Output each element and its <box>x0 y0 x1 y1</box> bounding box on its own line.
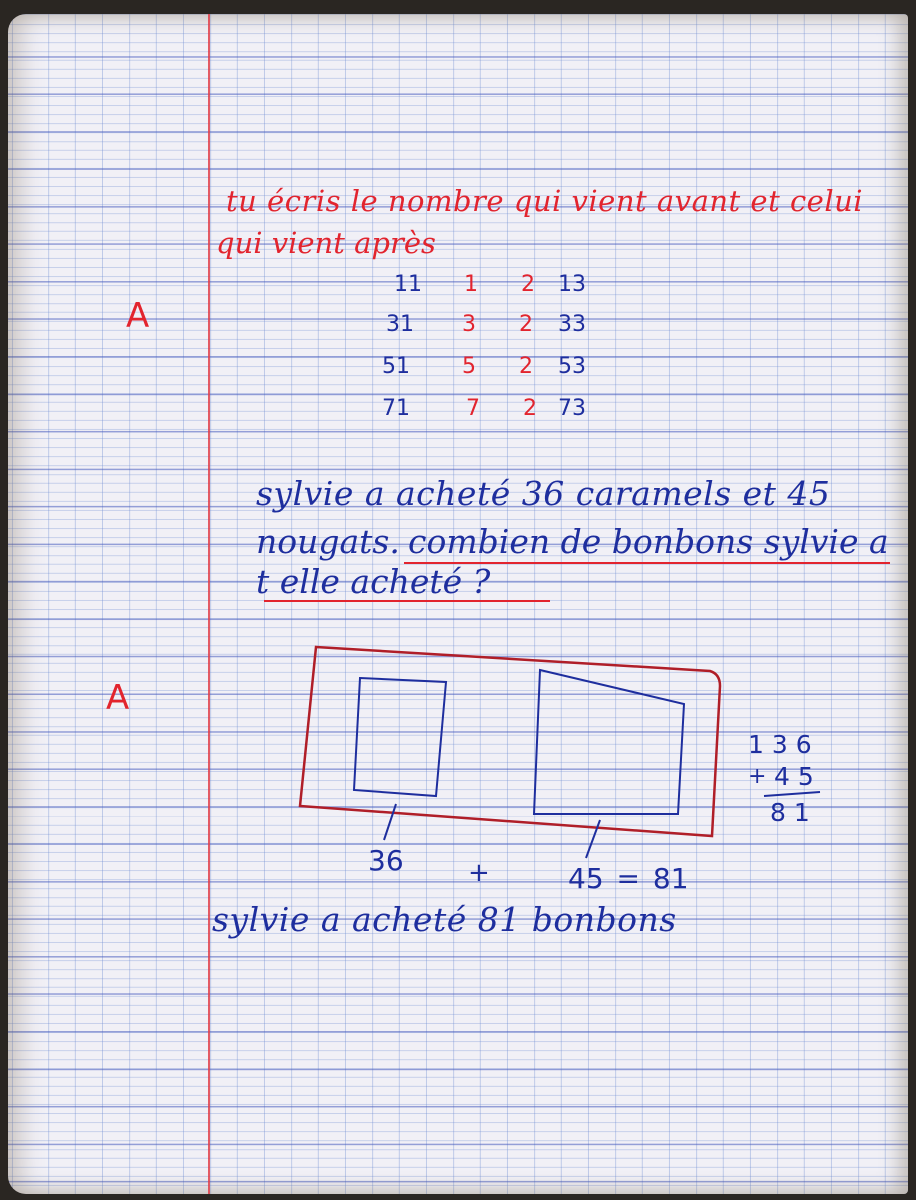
right-pointer <box>586 820 600 858</box>
left-box <box>354 678 446 796</box>
number-before: 51 <box>382 354 410 379</box>
grade-mark-bottom: A <box>106 678 130 718</box>
notebook-page <box>8 14 908 1194</box>
left-box-label: 36 <box>368 844 404 877</box>
problem-question-part-1: combien de bonbons sylvie a <box>408 522 889 561</box>
addition-second: 45 <box>774 762 822 791</box>
right-box-label: 45 = 81 <box>568 862 689 895</box>
number-answer: 1 2 <box>464 272 553 297</box>
number-after: 53 <box>558 354 586 379</box>
number-before: 71 <box>382 396 410 421</box>
left-pointer <box>384 804 396 840</box>
plus-sign: + <box>468 858 490 888</box>
problem-line-2-start: nougats. <box>256 522 400 561</box>
number-after: 33 <box>558 312 586 337</box>
addition-top: 136 <box>748 730 820 759</box>
number-answer: 3 2 <box>462 312 551 337</box>
number-answer: 7 2 <box>466 396 555 421</box>
number-before: 31 <box>386 312 414 337</box>
number-after: 13 <box>558 272 586 297</box>
bar-model-diagram <box>8 14 908 1194</box>
addition-bar <box>764 792 820 796</box>
right-box <box>534 670 684 814</box>
addition-result: 81 <box>770 798 818 827</box>
instruction-line-1: tu écris le nombre qui vient avant et celui <box>226 184 864 218</box>
addition-plus: + <box>748 764 767 789</box>
problem-question-part-2: t elle acheté ? <box>256 562 491 601</box>
problem-line-1: sylvie a acheté 36 caramels et 45 <box>256 474 831 513</box>
answer-sentence: sylvie a acheté 81 bonbons <box>212 900 677 939</box>
number-answer: 5 2 <box>462 354 551 379</box>
number-after: 73 <box>558 396 586 421</box>
grade-mark-top: A <box>126 296 150 336</box>
instruction-line-2: qui vient après <box>216 226 436 260</box>
number-before: 11 <box>394 272 422 297</box>
outer-frame <box>300 647 720 836</box>
